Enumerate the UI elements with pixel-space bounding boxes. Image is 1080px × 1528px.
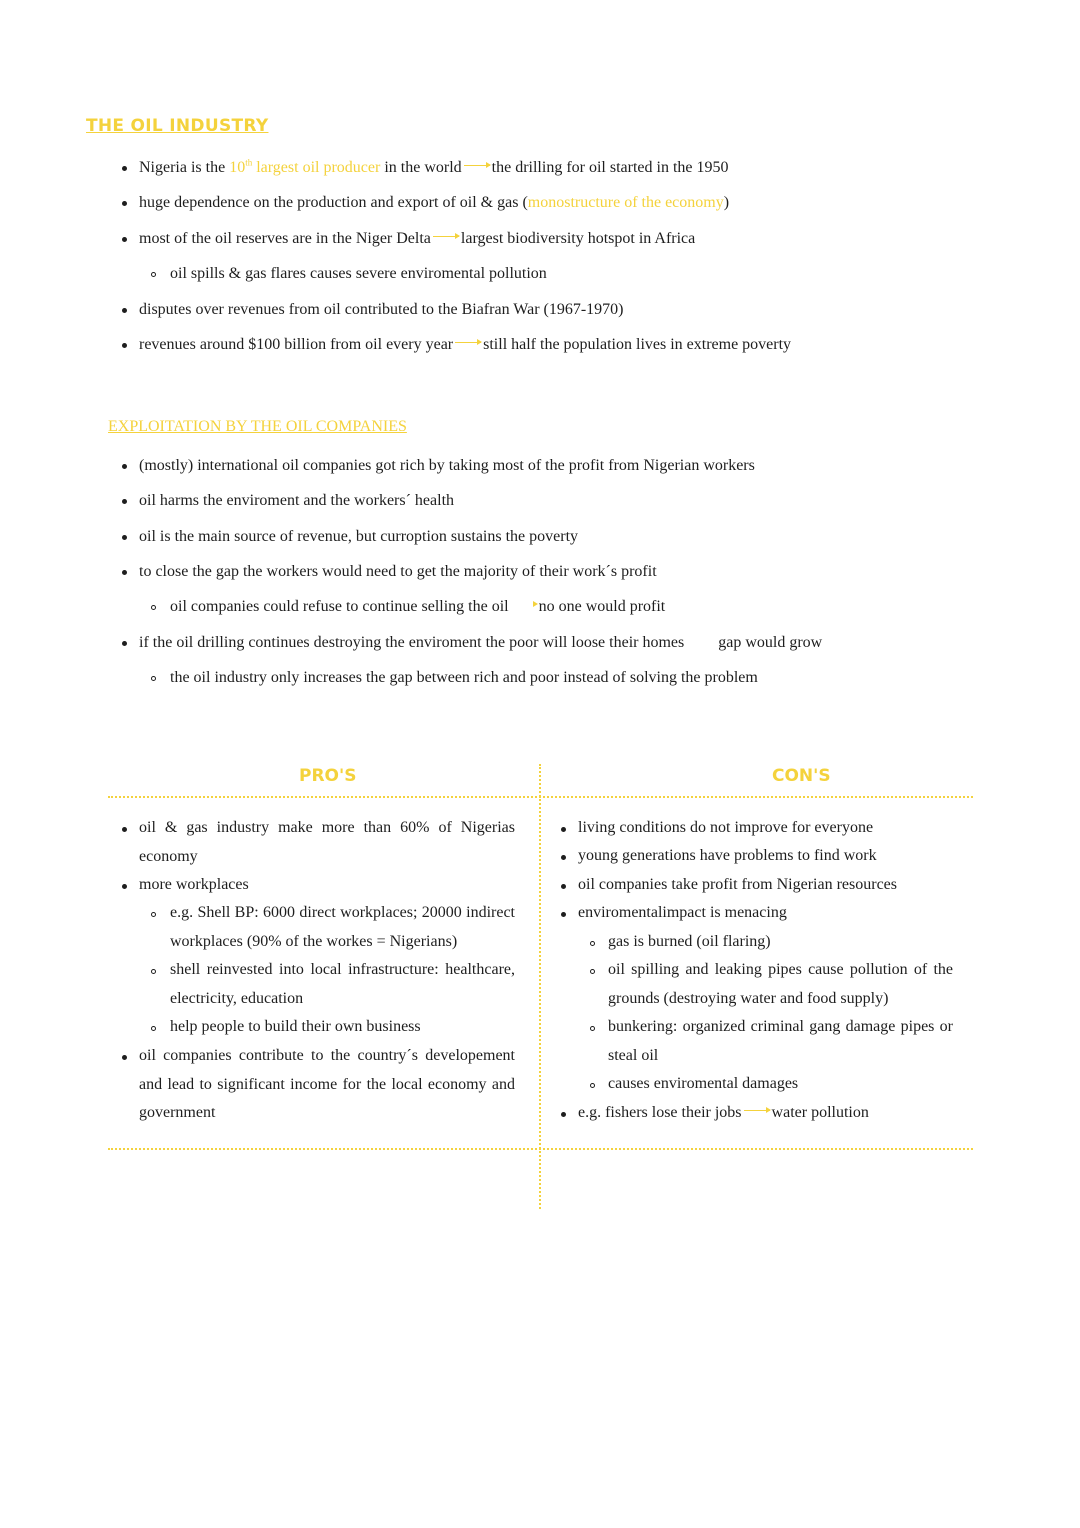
con-item-2: young generations have problems to find work	[578, 847, 877, 864]
highlight-monostructure: monostructure of the economy	[527, 194, 724, 211]
bullet-icon	[561, 855, 566, 860]
arrow-right-icon	[511, 604, 537, 605]
bullet-icon	[122, 570, 127, 575]
bullet-icon	[122, 201, 127, 206]
con-item-4d: causes enviromental damages	[608, 1075, 799, 1092]
bullet-icon	[122, 827, 127, 832]
bullet-icon	[122, 343, 127, 348]
sub-bullet-icon	[151, 272, 156, 277]
oil-industry-item-5: revenues around $100 billion from oil every year still half the population lives in extreme poverty	[139, 336, 792, 353]
bullet-icon	[561, 827, 566, 832]
section-title-oil-industry: THE OIL INDUSTRY	[86, 116, 269, 136]
pro-item-2b: shell reinvested into local infrastructure: healthcare, electricity, education	[170, 961, 515, 1007]
bullet-icon	[122, 499, 127, 504]
arrow-right-icon	[455, 342, 481, 343]
pro-item-2: more workplaces	[139, 876, 249, 893]
sub-bullet-icon	[590, 941, 595, 946]
oil-industry-item-3-sub: oil spills & gas flares causes severe enviromental pollution	[170, 265, 547, 282]
bullet-icon	[122, 535, 127, 540]
bullet-icon	[561, 884, 566, 889]
arrow-right-icon	[433, 236, 459, 237]
con-item-3: oil companies take profit from Nigerian resources	[578, 876, 897, 893]
table-column-divider	[539, 764, 541, 1209]
sub-bullet-icon	[151, 605, 156, 610]
section-title-exploitation: EXPLOITATION BY THE OIL COMPANIES	[108, 418, 407, 435]
cons-heading: CON'S	[772, 766, 831, 786]
highlight-rank: 10th largest oil producer	[229, 157, 381, 176]
pros-heading: PRO'S	[299, 766, 357, 786]
exploitation-item-4-sub: oil companies could refuse to continue selling the oil no one would profit	[170, 598, 666, 615]
pro-item-2c: help people to build their own business	[170, 1018, 421, 1035]
exploitation-item-3: oil is the main source of revenue, but curroption sustains the poverty	[139, 528, 579, 545]
con-item-4a: gas is burned (oil flaring)	[608, 933, 771, 950]
con-item-4c: bunkering: organized criminal gang damage pipes or steal oil	[608, 1018, 953, 1064]
exploitation-item-4: to close the gap the workers would need to get the majority of their work´s profit	[139, 563, 657, 580]
sub-bullet-icon	[151, 676, 156, 681]
sub-bullet-icon	[151, 912, 156, 917]
oil-industry-item-3: most of the oil reserves are in the Niger Delta largest biodiversity hotspot in Africa	[139, 230, 696, 247]
sub-bullet-icon	[151, 1026, 156, 1031]
pro-item-3: oil companies contribute to the country´s developement and lead to significant income for the local economy and government	[139, 1047, 515, 1122]
bullet-icon	[122, 308, 127, 313]
exploitation-item-5-sub: the oil industry only increases the gap between rich and poor instead of solving the problem	[170, 669, 758, 686]
con-item-4b: oil spilling and leaking pipes cause pollution of the grounds (destroying water and food supply)	[608, 961, 953, 1007]
exploitation-item-2: oil harms the enviroment and the workers´ health	[139, 492, 455, 509]
oil-industry-item-1: Nigeria is the 10th largest oil producer in the world the drilling for oil started in the 1950	[139, 157, 729, 176]
sub-bullet-icon	[590, 969, 595, 974]
bullet-icon	[122, 1055, 127, 1060]
sub-bullet-icon	[590, 1083, 595, 1088]
con-item-4: enviromentalimpact is menacing	[578, 904, 787, 921]
arrow-right-icon	[464, 165, 490, 166]
bullet-icon	[561, 1112, 566, 1117]
exploitation-item-5: if the oil drilling continues destroying the enviroment the poor will loose their homes gap would grow	[139, 634, 823, 651]
bullet-icon	[122, 464, 127, 469]
oil-industry-item-4: disputes over revenues from oil contributed to the Biafran War (1967-1970)	[139, 301, 624, 318]
pro-item-1: oil & gas industry make more than 60% of Nigerias economy	[139, 819, 515, 865]
bullet-icon	[122, 884, 127, 889]
sub-bullet-icon	[590, 1026, 595, 1031]
con-item-5: e.g. fishers lose their jobs water pollution	[578, 1104, 869, 1121]
bullet-icon	[122, 641, 127, 646]
bullet-icon	[122, 237, 127, 242]
exploitation-item-1: (mostly) international oil companies got rich by taking most of the profit from Nigerian workers	[139, 457, 755, 474]
oil-industry-item-2: huge dependence on the production and export of oil & gas (monostructure of the economy)	[139, 194, 730, 211]
con-item-1: living conditions do not improve for everyone	[578, 819, 874, 836]
pro-item-2a: e.g. Shell BP: 6000 direct workplaces; 20000 indirect workplaces (90% of the workes = Nigerians)	[170, 904, 515, 950]
bullet-icon	[122, 166, 127, 171]
bullet-icon	[561, 912, 566, 917]
arrow-right-icon	[744, 1110, 770, 1111]
sub-bullet-icon	[151, 969, 156, 974]
